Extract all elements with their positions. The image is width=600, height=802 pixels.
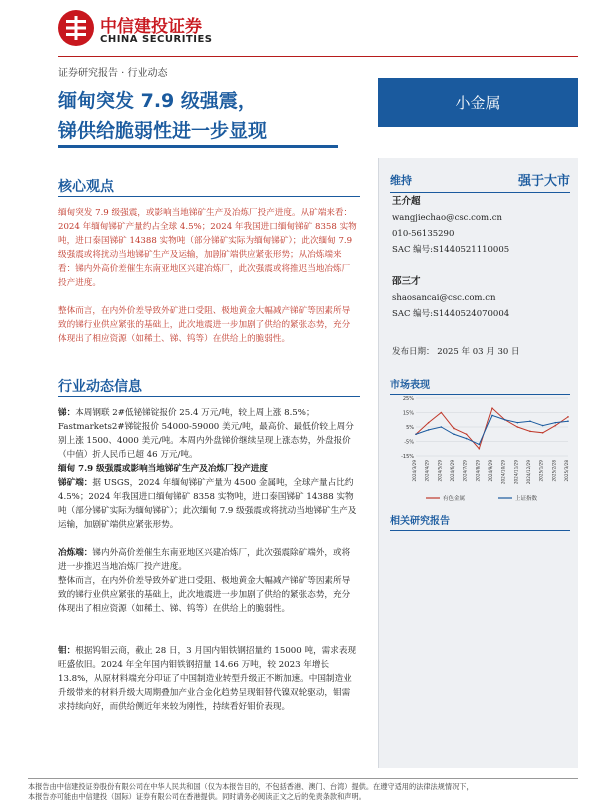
logo-mark-icon — [58, 10, 94, 46]
y-tick-label: 15% — [402, 410, 414, 417]
y-tick-label: -5% — [404, 439, 414, 446]
series-line-1 — [416, 415, 568, 444]
core-heading: 核心观点 — [58, 179, 114, 195]
category-badge: 小金属 — [378, 78, 578, 126]
series-0-point — [479, 448, 481, 450]
series-1-point — [453, 433, 455, 435]
x-tick-label: 2024/6/29 — [450, 460, 455, 482]
title-underline — [58, 145, 338, 148]
series-line-0 — [416, 408, 568, 449]
analyst-1-name: 王介超 — [392, 196, 421, 207]
analyst-2-email: shaosancai@csc.com.cn — [392, 293, 496, 303]
related-research-heading: 相关研究报告 — [390, 512, 570, 531]
series-0-point — [491, 407, 493, 409]
industry-heading: 行业动态信息 — [58, 379, 142, 395]
side-divider — [378, 158, 379, 768]
y-tick-label: -15% — [401, 454, 414, 460]
x-tick-label: 2024/5/29 — [437, 460, 443, 482]
series-0-point — [542, 432, 544, 434]
company-logo — [58, 10, 218, 50]
market-heading: 市场表现 — [390, 376, 570, 395]
analyst-1 — [392, 196, 509, 256]
series-1-point — [415, 433, 417, 435]
logo-english-text: CHINA SECURITIES — [100, 34, 213, 45]
analyst-1-phone: 010-56135290 — [392, 229, 455, 239]
series-1-point — [466, 438, 468, 440]
mine-paragraph — [58, 476, 358, 532]
mine-label: 锑矿端： — [58, 478, 93, 488]
antimony-label: 锑： — [58, 408, 76, 418]
rating-label: 维持 — [390, 174, 412, 187]
y-tick-label: 25% — [402, 396, 414, 402]
summary-paragraph: 整体而言，在内外价差导致外矿进口受阻、极地黄金大幅减产锑矿等因素所导致的锑行业供应紧张的基础上，此次地震进一步加剧了供给的紧张态势，充分体现出了相应资源（如稀土、锑、钨等）在供给上的脆弱性。 — [58, 576, 351, 614]
series-0-point — [529, 431, 531, 433]
x-tick-label: 2025/2/28 — [551, 460, 557, 482]
series-1-point — [479, 444, 481, 446]
badge-rule — [378, 126, 578, 127]
series-1-point — [428, 429, 430, 431]
series-0-point — [517, 426, 519, 428]
series-1-point — [567, 420, 569, 422]
report-title-line1: 缅甸突发 7.9 级强震， — [58, 90, 257, 112]
rating-value: 强于大市 — [517, 174, 570, 189]
x-tick-label: 2024/3/29 — [412, 460, 417, 482]
antimony-paragraph — [58, 406, 358, 462]
analyst-2 — [392, 276, 509, 320]
molybdenum-text: 根据钨钼云商，截止 28 日，3 月国内钼铁钢招量约 15000 吨，需求表现旺盛依旧。2024 年全年国内钼铁钢招量 14.66 万吨，较 2023 年增长 13.8%，从原材料端充分印证了中国制造业转型升级正不断加速。中国制造业升级带来的材料升级大周期叠加产业合金化趋势呈现钼替代镍双轮驱动，钼需求持续向好，而供给侧近年来较为刚性，持续看好钼价表现。 — [58, 646, 357, 712]
industry-rule — [58, 396, 360, 397]
x-tick-label: 2025/1/29 — [538, 460, 544, 482]
smelter-label: 冶炼端： — [58, 548, 93, 558]
x-tick-label: 2024/10/29 — [500, 460, 506, 485]
header-rule — [58, 56, 578, 57]
core-rule — [58, 196, 360, 197]
subheading-myanmar: 缅甸 7.9 级强震或影响当地锑矿生产及冶炼厂投产进度 — [58, 464, 268, 474]
series-0-point — [428, 422, 430, 424]
logo-chinese-text: 中信建投证券 — [100, 17, 202, 37]
x-tick-label: 2024/12/29 — [526, 460, 531, 485]
x-tick-label: 2024/8/29 — [475, 460, 481, 482]
series-1-point — [504, 419, 506, 421]
analyst-2-name: 邵三才 — [392, 276, 421, 287]
legend-label-0: 有色金属 — [443, 496, 466, 502]
series-1-point — [517, 422, 519, 424]
x-tick-label: 2024/4/29 — [424, 460, 430, 482]
series-1-point — [555, 422, 557, 424]
rating-row — [390, 166, 570, 193]
legend-label-1: 上证指数 — [515, 496, 538, 502]
footer-line-2: 本报告亦可能由中信建投（国际）证券有限公司在香港提供。同时请务必阅读正文之后的免责条款和声明。 — [28, 792, 366, 801]
series-0-point — [567, 416, 569, 418]
footer-rule — [28, 778, 578, 779]
analyst-2-sac: SAC 编号:S1440524070004 — [392, 309, 510, 319]
series-0-point — [441, 412, 443, 414]
series-1-point — [441, 426, 443, 428]
x-tick-label: 2024/7/29 — [462, 460, 468, 482]
smelter-text: 锑内外高价差催生东南亚地区兴建冶炼厂，此次强震除矿端外，或将进一步推迟当地冶炼厂投产进度。 — [58, 548, 351, 572]
molybdenum-label: 钼： — [58, 646, 76, 656]
series-1-point — [491, 415, 493, 417]
core-paragraph-2: 整体而言，在内外价差导致外矿进口受阻、极地黄金大幅减产锑矿等因素所导致的锑行业供应紧张的基础上，此次地震进一步加剧了供给的紧张态势，充分体现出了相应资源（如稀土、锑、钨等）在供给上的脆弱性。 — [58, 306, 351, 344]
footer-line-1: 本报告由中信建投证券股份有限公司在中华人民共和国（仅为本报告目的，不包括香港、澳门、台湾）提供。在遵守适用的法律法规情况下， — [28, 782, 474, 791]
y-tick-label: 5% — [406, 425, 414, 431]
report-title-line2: 锑供给脆弱性进一步显现 — [58, 120, 268, 142]
molybdenum-paragraph — [58, 644, 358, 714]
publish-date: 发布日期： 2025 年 03 月 30 日 — [392, 347, 520, 357]
series-0-point — [453, 428, 455, 430]
x-tick-label: 2024/9/29 — [488, 460, 493, 482]
series-1-point — [542, 425, 544, 427]
x-tick-label: 2025/3/28 — [564, 460, 569, 482]
series-1-point — [529, 420, 531, 422]
report-type: 证券研究报告 · 行业动态 — [58, 68, 168, 79]
antimony-text: 本周钢联 2#低铋锑锭报价 25.4 万元/吨，较上周上涨 8.5%；Fastmarkets2#锑锭报价 54000-59000 美元/吨，最高价、最低价较上周分别上涨 1500、4000 美元/吨。本周内外盘锑价继续呈现上涨态势，外盘报价（中值）折人民币已超 46 万元/吨。 — [58, 408, 354, 460]
analyst-1-sac: SAC 编号:S1440521110005 — [392, 245, 510, 255]
analyst-1-email: wangjiechao@csc.com.cn — [392, 213, 503, 223]
mine-text: 据 USGS，2024 年缅甸锑矿产量为 4500 金属吨，全球产量占比约 4.5%；2024 年我国进口缅甸锑矿 8358 实物吨，进口泰国锑矿 14388 实物吨（部分锑矿实际为缅甸锑矿）；此次缅甸 7.9 级强震或将扰动当地锑矿生产及运输，加剧矿端供应紧张形势。 — [58, 478, 357, 530]
series-0-point — [555, 425, 557, 427]
core-paragraph-1: 缅甸突发 7.9 级强震，或影响当地锑矿生产及冶炼厂投产进度。从矿端来看：2024 年缅甸锑矿产量约占全球 4.5%；2024 年我国进口缅甸锑矿 8358 实物吨，进口泰国锑矿 14388 实物吨（部分锑矿实际为缅甸锑矿）；此次缅甸 7.9 级强震或将扰动当地锑矿生产及运输，加剧矿端供应紧张形势；从冶炼端来看：锑内外高价差催生东南亚地区兴建冶炼厂，此次强震或将推迟当地冶炼厂投产进度。 — [58, 208, 357, 288]
market-performance-chart — [392, 394, 572, 504]
smelter-paragraph — [58, 546, 358, 574]
series-0-point — [466, 433, 468, 435]
x-tick-label: 2024/11/29 — [513, 460, 519, 485]
